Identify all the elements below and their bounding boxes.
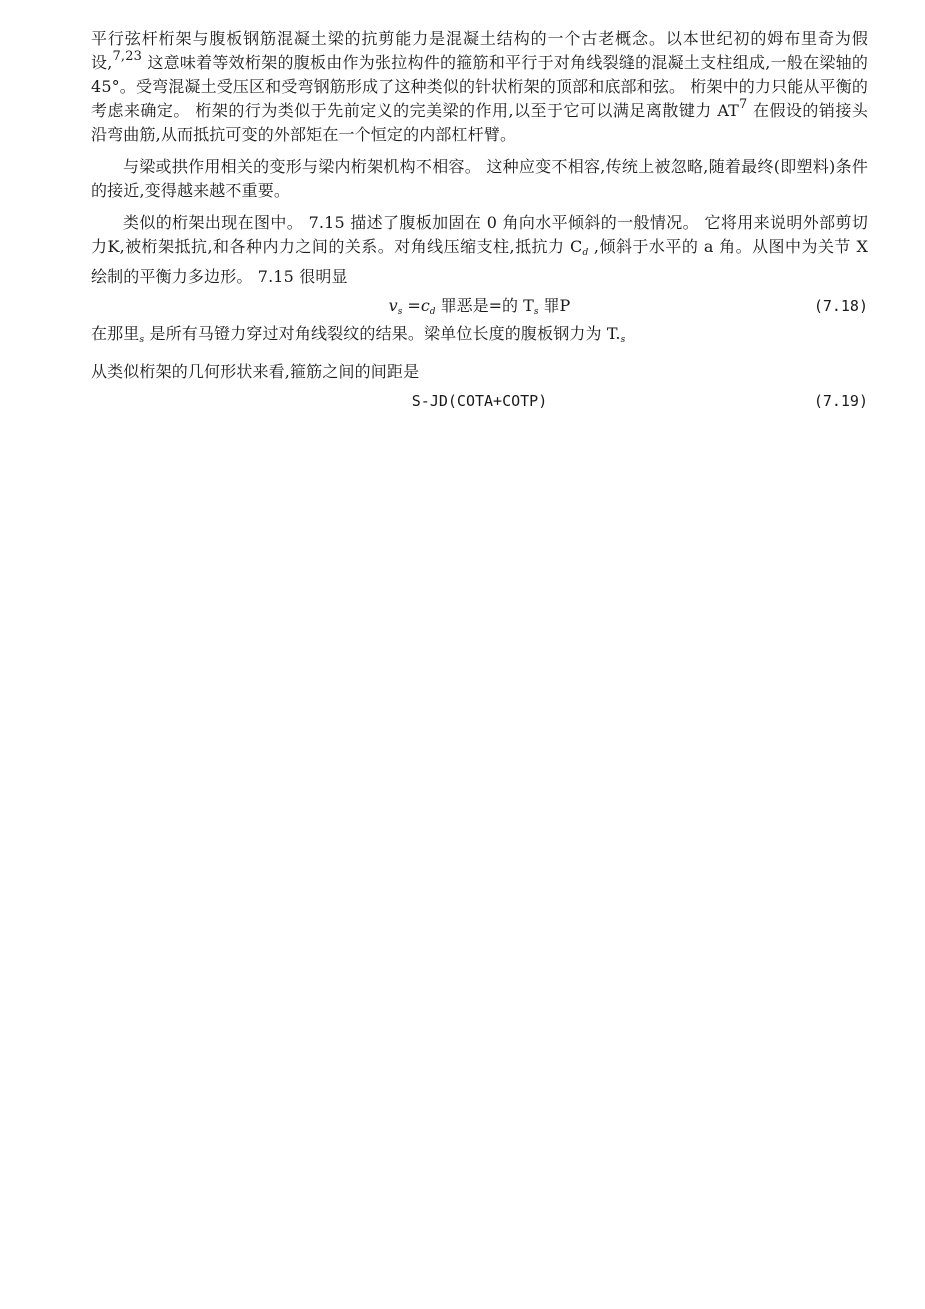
paragraph-text: 在那里	[91, 324, 140, 343]
equation-text: 罪P	[538, 296, 571, 315]
equation-number: (7.19)	[813, 392, 868, 410]
paragraph-text: 平行弦杆桁架与腹板钢筋混凝土梁的抗剪能力是混凝土结构的一个古老概念。以本世纪初的姆布里奇为假设,	[91, 29, 868, 72]
paragraph-text: ,倾斜于水平的 a 角。从图中为关节 X 绘制的平衡力多边形。 7.15 很明显	[91, 237, 868, 286]
equation-body: S-JD(COTA+COTP)	[411, 392, 548, 410]
paragraph-where	[91, 322, 868, 352]
paragraph-spacing: 从类似桁架的几何形状来看,箍筋之间的间距是	[91, 362, 420, 381]
subscript: d	[582, 248, 589, 258]
paragraph-text: 类似的桁架出现在图中。 7.15 描述了腹板加固在 0 角向水平倾斜的一般情况。 它将用来说明外部剪切力K,被桁架抵抗,和各种内力之间的关系。对角线压缩支柱,抵抗力 C	[91, 213, 868, 256]
subscript: s	[533, 307, 539, 317]
paragraph-text: 是所有马镫力穿过对角线裂纹的结果。梁单位长度的腹板钢力为 T.	[144, 324, 621, 343]
subscript: s	[397, 307, 403, 317]
equation-text: 罪恶是=的 T	[435, 296, 534, 315]
equation-symbol: =c	[402, 296, 430, 315]
equation-7-19	[91, 387, 868, 415]
equation-body	[91, 292, 868, 326]
equation-symbol: v	[388, 296, 398, 315]
superscript: 7	[738, 97, 748, 112]
paragraph-similar-truss	[91, 211, 868, 289]
paragraph-deformation: 与梁或拱作用相关的变形与梁内桁架机构不相容。 这种应变不相容,传统上被忽略,随着最终(即塑料)条件的接近,变得越来越不重要。	[91, 157, 868, 200]
paragraph-text: 这意味着等效桁架的腹板由作为张拉构件的箍筋和平行于对角线裂缝的混凝土支柱组成,一般在梁轴的 45°。受弯混凝土受压区和受弯钢筋形成了这种类似的针状桁架的顶部和底部和弦。 桁架中的力只能从平衡的考虑来确定。 桁架的行为类似于先前定义的完美梁的作用,以至于它可以满足离散键力 AT	[91, 53, 868, 120]
subscript: s	[139, 335, 145, 345]
paragraph-text: 在假设的销接头沿弯曲筋,从而抵抗可变的外部矩在一个恒定的内部杠杆臂。	[91, 101, 868, 144]
subscript: d	[429, 307, 436, 317]
equation-7-18	[91, 292, 868, 320]
paragraph-truss-concept	[91, 27, 868, 147]
citation-superscript: 7,23	[112, 49, 143, 64]
equation-number: (7.18)	[813, 297, 868, 315]
subscript: s	[620, 335, 626, 345]
